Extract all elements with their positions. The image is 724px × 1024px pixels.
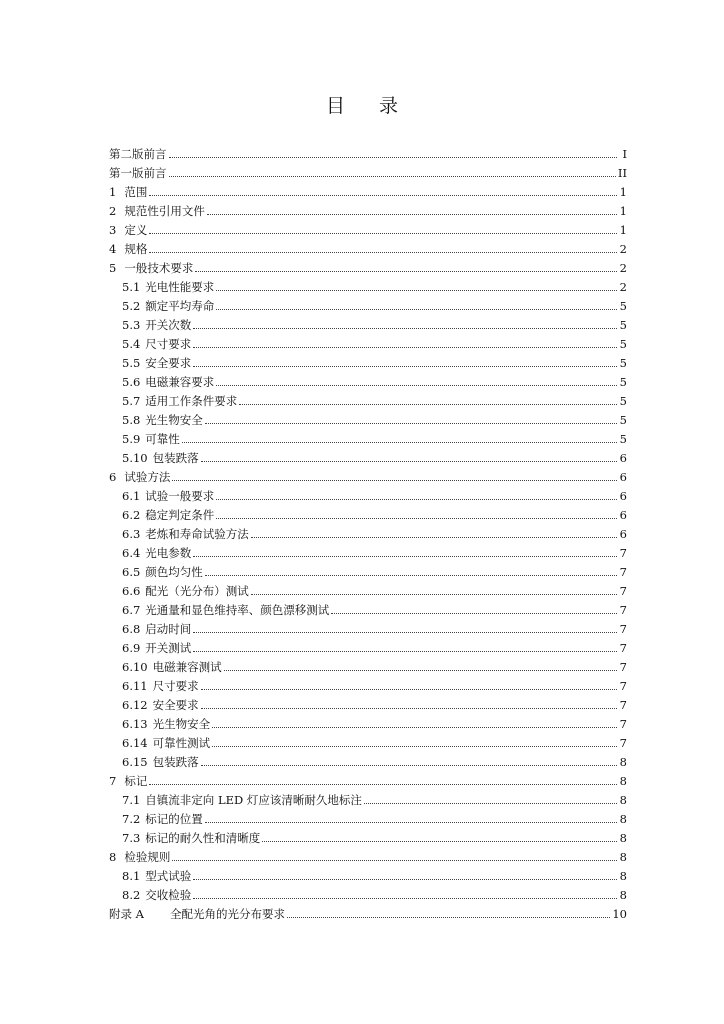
toc-entry-page-number: 8 (619, 812, 627, 826)
toc-entry-label: 开关测试 (145, 641, 192, 655)
toc-entry-page-number: 2 (619, 280, 627, 294)
toc-entry[interactable] (109, 259, 627, 278)
toc-entry-number: 附录 A (109, 907, 144, 921)
toc-entry-page-number: 6 (619, 489, 627, 503)
toc-entry[interactable] (109, 791, 627, 810)
toc-entry-number: 6.14 (122, 736, 148, 750)
toc-entry[interactable] (109, 164, 627, 183)
toc-entry-page-number: 6 (619, 451, 627, 465)
toc-entry[interactable] (109, 145, 627, 164)
toc-entry-number: 5 (109, 261, 117, 275)
toc-entry-page-number: 5 (619, 299, 627, 313)
toc-entry[interactable] (109, 582, 627, 601)
dot-leader (364, 803, 617, 804)
toc-entry[interactable] (109, 715, 627, 734)
toc-entry-page-number: 8 (619, 755, 627, 769)
toc-entry-page-number: 8 (619, 793, 627, 807)
toc-entry-number: 7.2 (122, 812, 141, 826)
dot-leader (193, 898, 617, 899)
toc-entry-label: 试验方法 (124, 470, 171, 484)
toc-entry-number: 5.1 (122, 280, 141, 294)
toc-entry-label: 开关次数 (145, 318, 192, 332)
dot-leader (193, 632, 617, 633)
toc-entry-label: 标记的位置 (145, 812, 203, 826)
toc-entry-label: 试验一般要求 (145, 489, 215, 503)
toc-entry-label: 第一版前言 (109, 166, 167, 180)
toc-entry-page-number: 7 (619, 660, 627, 674)
toc-entry-label: 安全要求 (145, 356, 192, 370)
dot-leader (205, 575, 617, 576)
dot-leader (172, 860, 617, 861)
toc-entry[interactable] (109, 183, 627, 202)
toc-entry-label: 尺寸要求 (152, 679, 199, 693)
toc-entry-number: 6.12 (122, 698, 148, 712)
toc-entry-page-number: 8 (619, 850, 627, 864)
dot-leader (331, 613, 617, 614)
dot-leader (201, 689, 617, 690)
dot-leader (169, 176, 616, 177)
toc-entry[interactable] (109, 772, 627, 791)
toc-entry-page-number: 8 (619, 888, 627, 902)
toc-entry-number: 5.4 (122, 337, 141, 351)
toc-entry-page-number: 7 (619, 622, 627, 636)
toc-entry[interactable] (109, 278, 627, 297)
toc-entry-number: 5.3 (122, 318, 141, 332)
toc-entry[interactable] (109, 639, 627, 658)
toc-entry-number: 6.5 (122, 565, 141, 579)
toc-entry-number: 6.8 (122, 622, 141, 636)
toc-entry[interactable] (109, 297, 627, 316)
toc-entry-page-number: 5 (619, 356, 627, 370)
toc-entry[interactable] (109, 487, 627, 506)
dot-leader (216, 499, 617, 500)
toc-entry[interactable] (109, 753, 627, 772)
toc-entry[interactable] (109, 848, 627, 867)
toc-entry-label: 额定平均寿命 (145, 299, 215, 313)
dot-leader (239, 404, 617, 405)
toc-entry[interactable] (109, 658, 627, 677)
toc-entry-page-number: 2 (619, 242, 627, 256)
toc-entry[interactable] (109, 677, 627, 696)
toc-entry-label: 光生物安全 (152, 717, 211, 731)
dot-leader (216, 290, 617, 291)
toc-entry-page-number: 7 (619, 584, 627, 598)
toc-entry-label: 安全要求 (152, 698, 199, 712)
dot-leader (216, 385, 617, 386)
toc-entry-label: 光电性能要求 (145, 280, 215, 294)
toc-entry-page-number: 8 (619, 831, 627, 845)
dot-leader (212, 746, 617, 747)
dot-leader (182, 442, 617, 443)
toc-entry-page-number: 6 (619, 527, 627, 541)
toc-entry-page-number: 10 (612, 907, 627, 921)
toc-entry[interactable] (109, 620, 627, 639)
toc-entry-number: 6.3 (122, 527, 141, 541)
toc-entry-number: 8.2 (122, 888, 141, 902)
toc-entry-number: 6.10 (122, 660, 148, 674)
toc-entry-label: 电磁兼容测试 (152, 660, 222, 674)
toc-entry-page-number: 8 (619, 774, 627, 788)
toc-entry-page-number: 6 (619, 470, 627, 484)
toc-entry-number: 5.8 (122, 413, 141, 427)
toc-entry-number: 1 (109, 185, 117, 199)
toc-entry-label: 可靠性 (145, 432, 180, 446)
toc-entry-number: 7.3 (122, 831, 141, 845)
toc-entry-page-number: 6 (619, 508, 627, 522)
toc-entry[interactable] (109, 525, 627, 544)
toc-entry-page-number: 5 (619, 413, 627, 427)
dot-leader (193, 879, 617, 880)
toc-entry-page-number: 5 (619, 375, 627, 389)
toc-entry-number: 5.2 (122, 299, 141, 313)
toc-entry[interactable] (109, 886, 627, 905)
toc-entry-number: 7.1 (122, 793, 141, 807)
dot-leader (149, 195, 617, 196)
toc-entry-number: 6 (109, 470, 117, 484)
dot-leader (207, 214, 617, 215)
toc-entry[interactable] (109, 240, 627, 259)
toc-entry[interactable] (109, 905, 627, 924)
toc-entry[interactable] (109, 430, 627, 449)
toc-entry-number: 6.6 (122, 584, 141, 598)
toc-entry-number: 8.1 (122, 869, 141, 883)
toc-entry-page-number: II (617, 166, 627, 180)
dot-leader (201, 708, 617, 709)
dot-leader (251, 594, 617, 595)
toc-entry[interactable] (109, 221, 627, 240)
dot-leader (172, 480, 617, 481)
dot-leader (201, 461, 617, 462)
dot-leader (193, 651, 617, 652)
toc-entry[interactable] (109, 696, 627, 715)
toc-entry-number: 5.7 (122, 394, 141, 408)
toc-entry[interactable] (109, 392, 627, 411)
toc-entry[interactable] (109, 829, 627, 848)
toc-entry-label: 可靠性测试 (152, 736, 211, 750)
toc-entry-page-number: 5 (619, 337, 627, 351)
toc-entry-page-number: 7 (619, 565, 627, 579)
dot-leader (216, 309, 617, 310)
toc-entry-label: 规范性引用文件 (124, 204, 205, 218)
dot-leader (169, 157, 618, 158)
toc-entry-page-number: I (622, 147, 627, 161)
toc-entry-number: 6.7 (122, 603, 141, 617)
toc-entry-page-number: 7 (619, 698, 627, 712)
table-of-contents (109, 145, 627, 924)
toc-entry-label: 型式试验 (145, 869, 192, 883)
toc-entry[interactable] (109, 506, 627, 525)
toc-entry-page-number: 8 (619, 869, 627, 883)
toc-entry-number: 6.11 (122, 679, 148, 693)
toc-entry-label: 启动时间 (145, 622, 192, 636)
toc-entry-number: 5.10 (122, 451, 148, 465)
toc-entry-number: 6.15 (122, 755, 148, 769)
toc-entry[interactable] (109, 202, 627, 221)
toc-entry[interactable] (109, 563, 627, 582)
toc-entry-label: 适用工作条件要求 (145, 394, 238, 408)
toc-entry-label: 范围 (124, 185, 148, 199)
dot-leader (201, 765, 617, 766)
dot-leader (195, 271, 617, 272)
toc-entry-page-number: 7 (619, 603, 627, 617)
toc-entry-label: 全配光角的光分布要求 (169, 907, 285, 921)
toc-entry-page-number: 7 (619, 546, 627, 560)
toc-entry[interactable] (109, 354, 627, 373)
toc-entry-label: 标记 (124, 774, 148, 788)
toc-entry[interactable] (109, 544, 627, 563)
toc-entry[interactable] (109, 411, 627, 430)
toc-entry-page-number: 2 (619, 261, 627, 275)
toc-entry-label: 标记的耐久性和清晰度 (145, 831, 261, 845)
toc-entry[interactable] (109, 335, 627, 354)
dot-leader (205, 822, 617, 823)
toc-entry[interactable] (109, 373, 627, 392)
toc-entry-label: 老炼和寿命试验方法 (145, 527, 249, 541)
dot-leader (216, 518, 617, 519)
toc-entry-label: 电磁兼容要求 (145, 375, 215, 389)
toc-entry-number: 6.4 (122, 546, 141, 560)
toc-entry-number: 8 (109, 850, 117, 864)
page-title: 目 录 (325, 95, 413, 117)
toc-entry-number: 4 (109, 242, 117, 256)
dot-leader (149, 252, 617, 253)
toc-entry-page-number: 5 (619, 432, 627, 446)
toc-entry-number: 6.1 (122, 489, 141, 503)
toc-entry-page-number: 7 (619, 679, 627, 693)
toc-entry-page-number: 5 (619, 318, 627, 332)
toc-entry-label: 尺寸要求 (145, 337, 192, 351)
toc-entry-page-number: 1 (619, 223, 627, 237)
dot-leader (193, 366, 617, 367)
toc-entry-number: 5.6 (122, 375, 141, 389)
toc-entry[interactable] (109, 468, 627, 487)
toc-entry-page-number: 7 (619, 717, 627, 731)
toc-entry-number: 2 (109, 204, 117, 218)
toc-entry-label: 自镇流非定向 LED 灯应该清晰耐久地标注 (145, 793, 362, 807)
toc-entry-label: 包装跌落 (152, 755, 199, 769)
toc-entry[interactable] (109, 601, 627, 620)
toc-entry-number: 7 (109, 774, 117, 788)
toc-entry-label: 光电参数 (145, 546, 192, 560)
toc-entry-label: 稳定判定条件 (145, 508, 215, 522)
toc-entry-page-number: 7 (619, 736, 627, 750)
toc-entry-number: 6.13 (122, 717, 148, 731)
toc-entry-page-number: 7 (619, 641, 627, 655)
dot-leader (205, 423, 617, 424)
toc-entry-label: 检验规则 (124, 850, 171, 864)
toc-entry-label: 配光（光分布）测试 (145, 584, 249, 598)
toc-entry-number: 5.9 (122, 432, 141, 446)
toc-entry-label: 定义 (124, 223, 148, 237)
toc-entry[interactable] (109, 734, 627, 753)
toc-entry-label: 颜色均匀性 (145, 565, 203, 579)
dot-leader (193, 328, 617, 329)
toc-entry-label: 第二版前言 (109, 147, 167, 161)
dot-leader (193, 556, 617, 557)
dot-leader (212, 727, 617, 728)
toc-entry-number: 6.2 (122, 508, 141, 522)
toc-entry[interactable] (109, 810, 627, 829)
dot-leader (262, 841, 617, 842)
toc-entry[interactable] (109, 867, 627, 886)
toc-entry[interactable] (109, 316, 627, 335)
toc-entry-label: 一般技术要求 (124, 261, 194, 275)
toc-entry-number: 6.9 (122, 641, 141, 655)
toc-entry-number: 3 (109, 223, 117, 237)
toc-entry-label: 包装跌落 (152, 451, 199, 465)
dot-leader (224, 670, 617, 671)
dot-leader (251, 537, 617, 538)
toc-entry-label: 光通量和显色维持率、颜色漂移测试 (145, 603, 330, 617)
toc-entry-label: 规格 (124, 242, 148, 256)
toc-entry-label: 交收检验 (145, 888, 192, 902)
toc-entry-label: 光生物安全 (145, 413, 203, 427)
toc-entry-number: 5.5 (122, 356, 141, 370)
toc-entry[interactable] (109, 449, 627, 468)
toc-entry-page-number: 5 (619, 394, 627, 408)
dot-leader (149, 784, 617, 785)
toc-entry-page-number: 1 (619, 185, 627, 199)
dot-leader (149, 233, 617, 234)
dot-leader (193, 347, 617, 348)
toc-entry-page-number: 1 (619, 204, 627, 218)
dot-leader (287, 917, 610, 918)
